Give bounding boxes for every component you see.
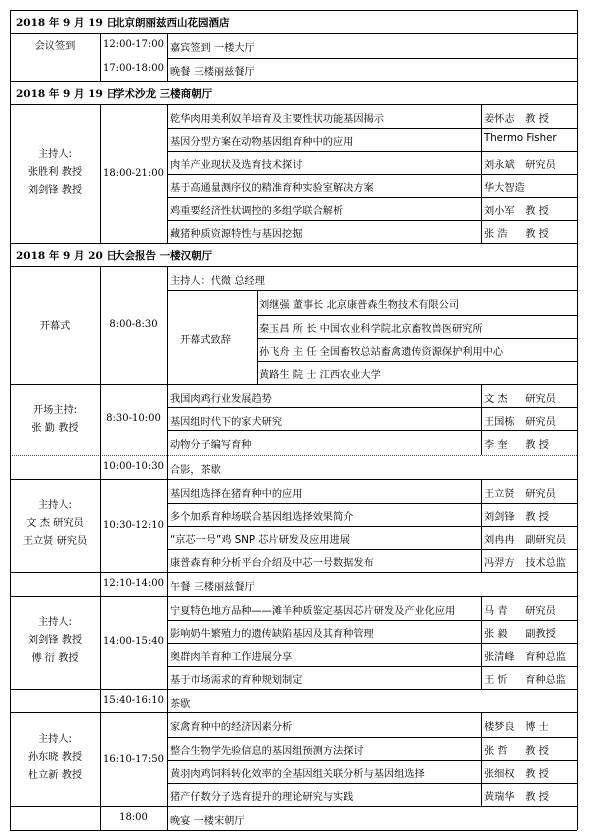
table-rule [577, 10, 578, 830]
table-rule [10, 479, 577, 480]
table-rule [167, 737, 577, 738]
host-label: 开场主持: [32, 405, 78, 416]
talk-speaker [484, 508, 549, 523]
opening-speaker: 孙飞舟 主 任 全国畜牧总站畜禽遗传资源保护利用中心 [259, 347, 504, 358]
host-name: 傅 衍 教授 [31, 653, 79, 664]
table-rule [10, 689, 577, 690]
talk-topic: 整合生物学先验信息的基因组预测方法探讨 [170, 746, 364, 757]
talk-topic: 藏猪种质资源特性与基因挖掘 [170, 229, 303, 240]
speaker-title: 育种总监 [525, 652, 566, 663]
table-rule [257, 338, 577, 339]
session-text: 晚餐 三楼丽兹餐厅 [170, 67, 255, 78]
speaker-title: 研究员 [525, 417, 556, 428]
host-label: 主持人: [38, 149, 72, 160]
talk-topic: 鸡重要经济性状调控的多组学联合解析 [170, 206, 344, 217]
table-rule [10, 596, 577, 597]
talk-speaker [484, 671, 566, 686]
speaker-name: 张 毅 [484, 629, 508, 640]
talk-topic: “京芯一号”鸡 SNP 芯片研发及应用进展 [170, 535, 350, 546]
session-time: 15:40-16:10 [102, 695, 164, 706]
talk-topic: 基于高通量测序仪的精准育种实验室解决方案 [170, 183, 374, 194]
table-rule [10, 81, 577, 82]
table-rule [10, 10, 577, 11]
opening-speech-label: 开幕式致辞 [180, 335, 231, 346]
talk-topic: 宁夏特色地方品种——滩羊种质鉴定基因芯片研发及产业化应用 [170, 606, 456, 617]
talk-speaker [484, 765, 549, 780]
speaker-title: 教 授 [525, 512, 549, 523]
session-time: 18:00-21:00 [102, 168, 164, 179]
session-time: 8:00-8:30 [109, 319, 158, 330]
table-rule [257, 315, 577, 316]
table-rule [10, 104, 577, 105]
speaker-name: 刘冉冉 [484, 535, 515, 546]
speaker-name: Thermo Fisher [484, 133, 557, 144]
talk-speaker [484, 718, 549, 733]
session-time: 8:30-10:00 [106, 413, 161, 424]
speaker-title: 技术总监 [525, 558, 566, 569]
speaker-title: 博 士 [525, 722, 549, 733]
talk-speaker [484, 648, 566, 663]
session-time: 14:00-15:40 [102, 636, 164, 647]
talk-topic: 多个加系育种场联合基因组选择效果简介 [170, 512, 354, 523]
table-rule [167, 407, 577, 408]
table-rule [167, 643, 577, 644]
speaker-name: 张清峰 [484, 652, 515, 663]
table-rule [100, 266, 101, 830]
talk-topic: 乾华肉用美利奴羊培育及主要性状功能基因揭示 [170, 114, 384, 125]
speaker-title: 教 授 [525, 746, 549, 757]
session-text: 合影，茶歇 [170, 465, 221, 476]
speaker-title: 副研究员 [525, 535, 566, 546]
host-label: 主持人: [38, 500, 72, 511]
session-text: 晚宴 一楼宋朝厅 [170, 816, 245, 827]
opening-speaker: 刘继强 董事长 北京康普森生物技术有限公司 [259, 300, 460, 311]
session-time: 10:00-10:30 [102, 461, 164, 472]
speaker-name: 华大智造 [484, 183, 525, 194]
speaker-name: 张 浩 [484, 229, 508, 240]
opening-label: 开幕式 [39, 321, 71, 332]
host-name: 张胜利 教授 [27, 167, 83, 178]
session-time: 18:00 [119, 812, 148, 823]
talk-topic: 肉羊产业现状及选育技术探讨 [170, 160, 303, 171]
table-rule [10, 455, 577, 456]
table-rule [167, 760, 577, 761]
host-block [10, 614, 100, 668]
talk-topic: 康普森育种分析平台介绍及中芯一号数据发布 [170, 558, 374, 569]
speaker-name: 黄瑞华 [484, 792, 515, 803]
speaker-name: 王国栋 [484, 417, 515, 428]
table-rule [481, 596, 482, 689]
section-header [16, 86, 212, 101]
talk-speaker [484, 625, 556, 640]
section-date: 2018 年 9 月 19 日 [16, 88, 117, 100]
speaker-title: 研究员 [525, 160, 556, 171]
table-rule [10, 572, 577, 573]
speaker-title: 教 授 [525, 792, 549, 803]
table-rule [167, 58, 577, 59]
table-rule [167, 266, 168, 830]
opening-speaker: 黄路生 院 士 江西农业大学 [259, 370, 381, 381]
host-name: 杜立新 教授 [27, 770, 83, 781]
table-rule [10, 830, 577, 831]
talk-speaker [484, 485, 556, 500]
talk-topic: 基于市场需求的育种规划制定 [170, 675, 303, 686]
speaker-name: 马 青 [484, 606, 508, 617]
session-time: 10:30-12:10 [102, 520, 164, 531]
talk-speaker [484, 156, 556, 171]
table-rule [167, 526, 577, 527]
host-block [10, 146, 100, 200]
session-time: 12:10-14:00 [102, 578, 164, 589]
table-rule [167, 666, 577, 667]
table-rule [10, 33, 577, 34]
talk-speaker [484, 413, 556, 428]
talk-topic: 基因组选择在猪育种中的应用 [170, 489, 303, 500]
talk-speaker [484, 436, 549, 451]
speaker-title: 教 授 [525, 114, 549, 125]
table-rule [167, 783, 577, 784]
talk-speaker [484, 602, 556, 617]
host-label: 主持人: [38, 734, 72, 745]
speaker-name: 刘小军 [484, 206, 515, 217]
host-name: 张 勤 教授 [31, 423, 79, 434]
host-name: 孙东晓 教授 [27, 752, 83, 763]
session-time: 12:00-17:00 [102, 39, 164, 50]
talk-topic: 动物分子编写育种 [170, 440, 252, 451]
section-title: 大会报告 一楼汉朝厅 [114, 250, 213, 262]
table-rule [481, 479, 482, 572]
table-rule [481, 104, 482, 243]
table-rule [10, 266, 577, 267]
table-rule [481, 384, 482, 455]
chair-text: 主持人：代微 总经理 [170, 276, 265, 287]
talk-topic: 奥群肉羊育种工作进展分享 [170, 652, 293, 663]
table-rule [167, 220, 577, 221]
table-rule [167, 128, 577, 129]
host-name: 刘剑锋 教授 [27, 185, 83, 196]
section-date: 2018 年 9 月 20 日 [16, 250, 117, 262]
table-rule [167, 174, 577, 175]
speaker-name: 冯羿方 [484, 558, 515, 569]
talk-speaker [484, 133, 557, 144]
talk-topic: 猪产仔数分子选育提升的理论研究与实践 [170, 792, 354, 803]
host-block [10, 731, 100, 785]
speaker-title: 研究员 [525, 394, 556, 405]
speaker-name: 李 奎 [484, 440, 508, 451]
talk-speaker [484, 225, 549, 240]
signin-label: 会议签到 [34, 41, 76, 52]
table-rule [167, 549, 577, 550]
speaker-title: 育种总监 [525, 675, 566, 686]
talk-speaker [484, 788, 549, 803]
host-block [10, 402, 100, 438]
table-rule [167, 503, 577, 504]
host-label: 主持人: [38, 617, 72, 628]
talk-topic: 家禽育种中的经济因素分析 [170, 722, 293, 733]
section-date: 2018 年 9 月 19 日 [16, 17, 117, 29]
table-rule [10, 712, 577, 713]
table-rule [257, 361, 577, 362]
talk-topic: 影响奶牛繁殖力的遗传缺陷基因及其育种管理 [170, 629, 374, 640]
section-header [16, 248, 212, 263]
table-rule [167, 33, 168, 81]
host-name: 王立贤 研究员 [22, 536, 88, 547]
table-rule [481, 712, 482, 806]
talk-speaker [484, 179, 525, 194]
talk-topic: 基因分型方案在动物基因组育种中的应用 [170, 137, 354, 148]
speaker-name: 刘永斌 [484, 160, 515, 171]
speaker-title: 教 授 [525, 440, 549, 451]
speaker-title: 教 授 [525, 769, 549, 780]
table-rule [10, 243, 577, 244]
speaker-name: 张 哲 [484, 746, 508, 757]
talk-topic: 黄羽肉鸡饲料转化效率的全基因组关联分析与基因组选择 [170, 769, 425, 780]
speaker-name: 文 杰 [484, 394, 508, 405]
speaker-name: 刘剑锋 [484, 512, 515, 523]
session-text: 嘉宾签到 一楼大厅 [170, 43, 255, 54]
section-header [16, 15, 230, 30]
talk-speaker [484, 554, 566, 569]
session-time: 17:00-18:00 [102, 63, 164, 74]
table-rule [167, 151, 577, 152]
talk-topic: 基因组时代下的家犬研究 [170, 417, 283, 428]
talk-speaker [484, 531, 566, 546]
speaker-title: 副教授 [525, 629, 556, 640]
speaker-title: 研究员 [525, 489, 556, 500]
talk-speaker [484, 202, 549, 217]
table-rule [167, 290, 577, 291]
speaker-name: 王立贤 [484, 489, 515, 500]
host-name: 文 杰 研究员 [26, 518, 84, 529]
talk-speaker [484, 390, 556, 405]
speaker-name: 姜怀志 [484, 114, 515, 125]
speaker-title: 教 授 [525, 206, 549, 217]
table-rule [257, 290, 258, 384]
section-title: 北京朗丽兹西山花园酒店 [114, 17, 230, 29]
session-time: 16:10-17:50 [102, 754, 164, 765]
speaker-title: 教 授 [525, 229, 549, 240]
speaker-title: 研究员 [525, 606, 556, 617]
table-rule [167, 430, 577, 431]
opening-speaker: 秦玉昌 所 长 中国农业科学院北京畜牧兽医研究所 [259, 324, 483, 335]
host-block [10, 497, 100, 551]
table-rule [10, 806, 577, 807]
section-title: 学术沙龙 三楼商朝厅 [114, 88, 213, 100]
table-rule [167, 620, 577, 621]
session-text: 茶歇 [170, 699, 191, 710]
speaker-name: 王 忻 [484, 675, 508, 686]
table-rule [167, 197, 577, 198]
talk-topic: 我国肉鸡行业发展趋势 [170, 394, 272, 405]
table-rule [10, 384, 577, 385]
session-text: 午餐 三楼丽兹餐厅 [170, 582, 255, 593]
speaker-name: 楼梦良 [484, 722, 515, 733]
host-name: 刘剑锋 教授 [27, 635, 83, 646]
talk-speaker [484, 742, 549, 757]
speaker-name: 张细权 [484, 769, 515, 780]
table-rule [167, 104, 168, 243]
talk-speaker [484, 110, 549, 125]
